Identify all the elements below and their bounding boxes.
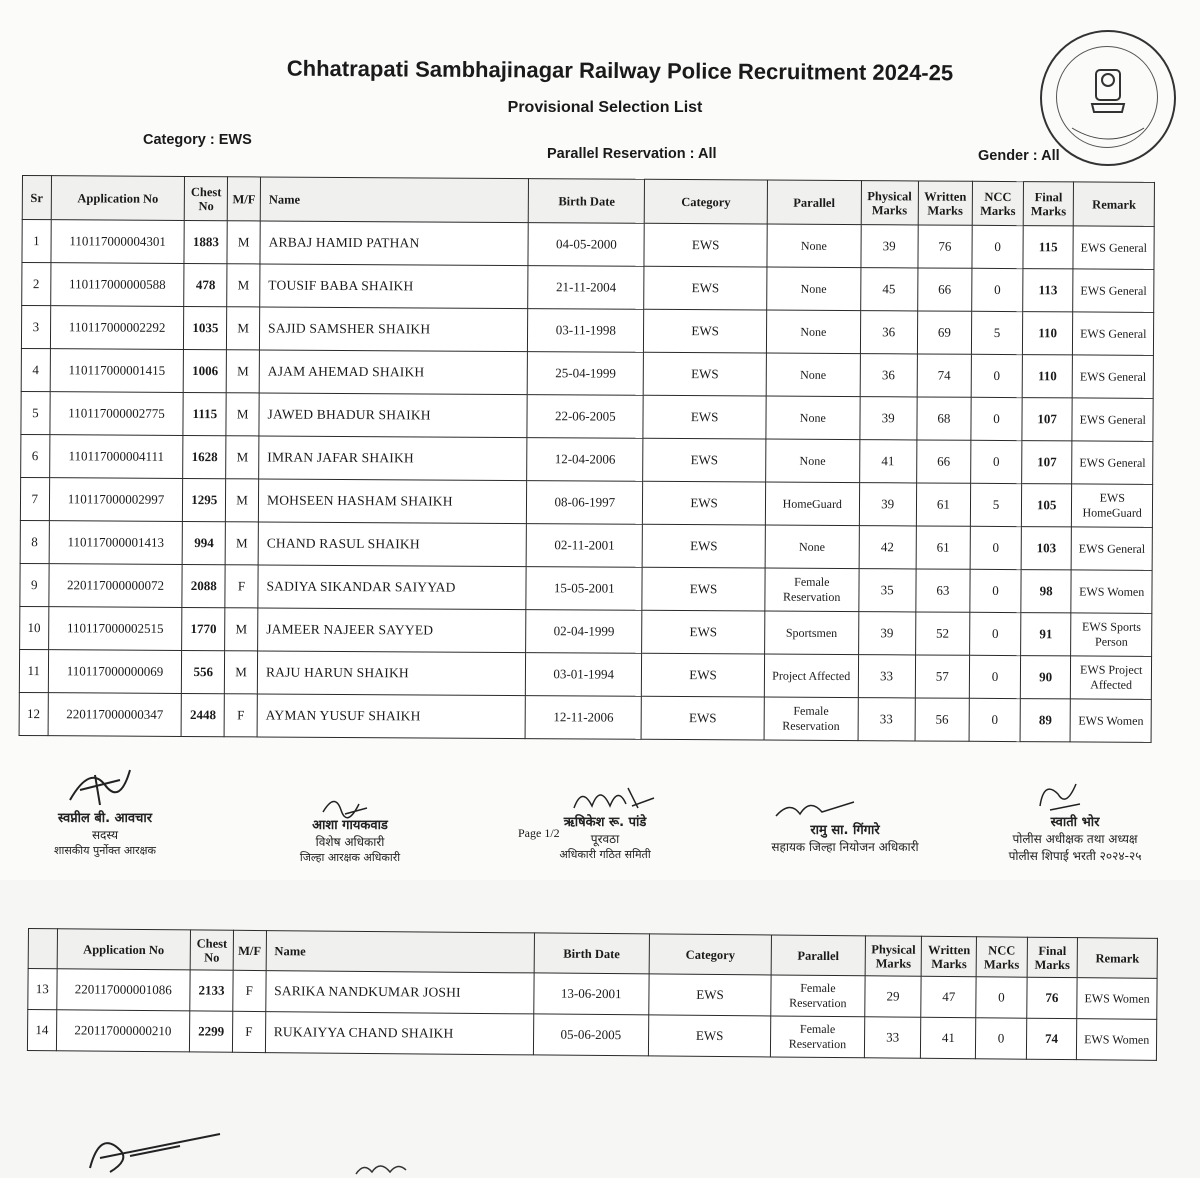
- physical-marks-cell: 29: [865, 976, 922, 1017]
- parallel-cell: HomeGuard: [765, 482, 859, 526]
- category-cell: EWS: [643, 438, 766, 482]
- gender-cell: M: [226, 393, 259, 436]
- physical-marks-cell: 36: [860, 354, 917, 397]
- selection-table-continued: [27, 928, 1158, 1061]
- ncc-marks-cell: 0: [976, 977, 1027, 1018]
- ncc-marks-cell: 0: [970, 526, 1021, 569]
- table-row: [20, 563, 1152, 613]
- gender-cell: F: [224, 694, 257, 737]
- category-cell: EWS: [641, 696, 764, 740]
- application-no-cell: 110117000000588: [50, 263, 184, 307]
- name-cell: SAJID SAMSHER SHAIKH: [259, 307, 528, 352]
- category-cell: EWS: [648, 1015, 770, 1057]
- written-marks-cell: 47: [921, 976, 976, 1017]
- physical-marks-cell: 33: [858, 655, 915, 698]
- remark-cell: EWS General: [1073, 226, 1154, 269]
- name-cell: JAMEER NAJEER SAYYED: [258, 608, 527, 653]
- name-cell: RAJU HARUN SHAIKH: [257, 651, 526, 696]
- parallel-cell: Female Reservation: [765, 568, 859, 612]
- written-marks-cell: 68: [916, 397, 971, 440]
- chest-no-cell: 1770: [182, 607, 225, 650]
- final-marks-cell: 90: [1020, 656, 1071, 699]
- application-no-cell: 110117000002515: [48, 607, 182, 651]
- col-remark: Remark: [1077, 938, 1157, 979]
- remark-cell: EWS Sports Person: [1071, 613, 1152, 656]
- chest-no-cell: 556: [182, 650, 225, 693]
- name-cell: IMRAN JAFAR SHAIKH: [259, 436, 528, 481]
- col-category: Category: [649, 934, 771, 975]
- signature-6: [70, 1120, 230, 1178]
- written-marks-cell: 56: [915, 698, 970, 741]
- sr-cell: 12: [19, 692, 48, 735]
- name-cell: RUKAIYYA CHAND SHAIKH: [265, 1012, 533, 1055]
- name-cell: AYMAN YUSUF SHAIKH: [257, 694, 526, 739]
- final-marks-cell: 98: [1021, 570, 1072, 613]
- gender-cell: M: [225, 522, 258, 565]
- sr-cell: 3: [21, 306, 50, 349]
- remark-cell: EWS Women: [1077, 978, 1157, 1020]
- application-no-cell: 110117000004111: [49, 435, 183, 479]
- physical-marks-cell: 39: [860, 397, 917, 440]
- remark-cell: EWS General: [1072, 527, 1153, 570]
- written-marks-cell: 66: [916, 440, 971, 483]
- gender-cell: F: [233, 970, 266, 1011]
- col-sr: Sr: [22, 176, 51, 220]
- name-cell: SADIYA SIKANDAR SAIYYAD: [258, 565, 527, 610]
- sr-cell: 10: [20, 606, 49, 649]
- application-no-cell: 110117000004301: [51, 220, 185, 264]
- physical-marks-cell: 33: [864, 1017, 921, 1058]
- physical-marks-cell: 45: [860, 268, 917, 311]
- sr-cell: 7: [20, 477, 49, 520]
- gender-cell: F: [232, 1011, 265, 1052]
- sr-cell: 4: [21, 348, 50, 391]
- written-marks-cell: 76: [917, 225, 972, 268]
- birth-date-cell: 02-04-1999: [526, 610, 642, 654]
- parallel-cell: None: [765, 525, 859, 569]
- gender-cell: M: [227, 307, 260, 350]
- col-application-no: Application No: [57, 929, 191, 970]
- chest-no-cell: 1883: [184, 220, 227, 263]
- page-title: Chhatrapati Sambhajinagar Railway Police Recruitment 2024-25: [286, 55, 954, 86]
- parallel-cell: None: [767, 267, 861, 311]
- col-birth-date: Birth Date: [534, 933, 650, 974]
- table-row: [20, 606, 1152, 656]
- physical-marks-cell: 35: [859, 569, 916, 612]
- ncc-marks-cell: 0: [970, 612, 1021, 655]
- category-filter: Category : EWS: [143, 132, 252, 148]
- gender-cell: M: [227, 221, 260, 264]
- col-gender: M/F: [233, 930, 266, 970]
- remark-cell: EWS General: [1072, 398, 1153, 441]
- sr-cell: 8: [20, 520, 49, 563]
- application-no-cell: 110117000002997: [49, 478, 183, 522]
- category-cell: EWS: [642, 567, 765, 611]
- birth-date-cell: 03-01-1994: [526, 653, 642, 697]
- selection-table: [19, 175, 1155, 743]
- ncc-marks-cell: 5: [972, 311, 1023, 354]
- chest-no-cell: 1035: [184, 306, 227, 349]
- chest-no-cell: 1295: [183, 478, 226, 521]
- application-no-cell: 220117000000347: [48, 693, 182, 737]
- chest-no-cell: 2448: [182, 693, 225, 736]
- birth-date-cell: 02-11-2001: [526, 524, 642, 568]
- name-cell: AJAM AHEMAD SHAIKH: [259, 350, 528, 395]
- physical-marks-cell: 36: [860, 311, 917, 354]
- col-category: Category: [645, 179, 768, 224]
- application-no-cell: 110117000001413: [49, 521, 183, 565]
- final-marks-cell: 110: [1022, 312, 1073, 355]
- sr-cell: 9: [20, 563, 49, 606]
- final-marks-cell: 107: [1022, 398, 1073, 441]
- final-marks-cell: 89: [1020, 699, 1071, 742]
- name-cell: CHAND RASUL SHAIKH: [258, 522, 527, 567]
- col-written-marks: Written Marks: [918, 181, 973, 225]
- remark-cell: EWS HomeGuard: [1072, 484, 1153, 527]
- ncc-marks-cell: 0: [971, 354, 1022, 397]
- written-marks-cell: 52: [915, 612, 970, 655]
- ncc-marks-cell: 0: [970, 655, 1021, 698]
- physical-marks-cell: 39: [858, 612, 915, 655]
- written-marks-cell: 66: [917, 268, 972, 311]
- ncc-marks-cell: 0: [972, 225, 1023, 268]
- ncc-marks-cell: 0: [970, 569, 1021, 612]
- col-sr: [28, 929, 57, 969]
- birth-date-cell: 25-04-1999: [527, 352, 643, 396]
- table-row: [20, 477, 1152, 527]
- sr-cell: 1: [22, 220, 51, 263]
- birth-date-cell: 05-06-2005: [533, 1014, 649, 1056]
- written-marks-cell: 41: [921, 1017, 976, 1058]
- col-birth-date: Birth Date: [529, 179, 645, 224]
- birth-date-cell: 21-11-2004: [528, 266, 644, 310]
- parallel-cell: None: [766, 396, 860, 440]
- written-marks-cell: 69: [917, 311, 972, 354]
- gender-filter: Gender : All: [978, 148, 1060, 164]
- gender-cell: F: [225, 565, 258, 608]
- parallel-cell: Sportsmen: [764, 611, 858, 655]
- ncc-marks-cell: 0: [971, 440, 1022, 483]
- col-gender: M/F: [227, 177, 260, 221]
- gender-cell: M: [225, 651, 258, 694]
- chest-no-cell: 1628: [183, 435, 226, 478]
- parallel-cell: None: [766, 310, 860, 354]
- table-row: [21, 434, 1153, 484]
- col-name: Name: [260, 177, 529, 223]
- written-marks-cell: 61: [916, 483, 971, 526]
- remark-cell: EWS Women: [1077, 1019, 1157, 1061]
- category-cell: EWS: [643, 395, 766, 439]
- ncc-marks-cell: 5: [971, 483, 1022, 526]
- physical-marks-cell: 33: [858, 698, 915, 741]
- table-row: [21, 391, 1153, 441]
- sr-cell: 6: [21, 434, 50, 477]
- parallel-filter: Parallel Reservation : All: [547, 146, 717, 162]
- category-cell: EWS: [644, 309, 767, 353]
- category-cell: EWS: [643, 481, 766, 525]
- col-ncc-marks: NCC Marks: [972, 181, 1023, 225]
- parallel-cell: Project Affected: [764, 654, 858, 698]
- birth-date-cell: 12-11-2006: [525, 696, 641, 740]
- table-row: [22, 263, 1154, 313]
- parallel-cell: Female Reservation: [764, 697, 858, 741]
- remark-cell: EWS General: [1073, 312, 1154, 355]
- col-chest-no: Chest No: [185, 176, 228, 220]
- signatory-2: आशा गायकवाड विशेष अधिकारी जिल्हा आरक्षक अधिकारी: [299, 818, 401, 864]
- physical-marks-cell: 41: [859, 440, 916, 483]
- application-no-cell: 110117000002775: [50, 392, 184, 436]
- signatory-5: स्वाती भोर पोलीस अधीक्षक तथा अध्यक्ष पोलीस शिपाई भरती २०२४-२५: [1008, 815, 1142, 863]
- name-cell: MOHSEEN HASHAM SHAIKH: [258, 479, 527, 524]
- birth-date-cell: 03-11-1998: [528, 309, 644, 353]
- final-marks-cell: 110: [1022, 355, 1073, 398]
- final-marks-cell: 105: [1021, 484, 1072, 527]
- signatory-3: ऋषिकेश रू. पांडे पूरवठा अधिकारी गठित समिती: [559, 815, 651, 861]
- table-row: [19, 692, 1151, 742]
- final-marks-cell: 107: [1021, 441, 1072, 484]
- remark-cell: EWS Project Affected: [1071, 656, 1152, 699]
- remark-cell: EWS Women: [1071, 699, 1152, 742]
- signatory-1: स्वप्नील बी. आवचार सदस्य शासकीय पुर्नोक्त आरक्षक: [54, 811, 156, 857]
- application-no-cell: 220117000000072: [48, 564, 182, 608]
- col-remark: Remark: [1074, 182, 1155, 226]
- gender-cell: M: [226, 436, 259, 479]
- written-marks-cell: 57: [915, 655, 970, 698]
- remark-cell: EWS General: [1073, 269, 1154, 312]
- parallel-cell: None: [766, 353, 860, 397]
- col-physical-marks: Physical Marks: [861, 181, 918, 225]
- signature-7: [350, 1156, 440, 1178]
- birth-date-cell: 15-05-2001: [526, 567, 642, 611]
- birth-date-cell: 12-04-2006: [527, 438, 643, 482]
- chest-no-cell: 2088: [182, 564, 225, 607]
- ncc-marks-cell: 0: [976, 1018, 1027, 1059]
- col-chest-no: Chest No: [190, 930, 233, 970]
- sr-cell: 5: [21, 391, 50, 434]
- sr-cell: 2: [22, 263, 51, 306]
- name-cell: TOUSIF BABA SHAIKH: [260, 264, 529, 309]
- col-physical-marks: Physical Marks: [865, 936, 922, 976]
- ncc-marks-cell: 0: [969, 698, 1020, 741]
- table-row: [20, 520, 1152, 570]
- category-cell: EWS: [644, 266, 767, 310]
- final-marks-cell: 91: [1020, 613, 1071, 656]
- name-cell: JAWED BHADUR SHAIKH: [259, 393, 528, 438]
- birth-date-cell: 22-06-2005: [527, 395, 643, 439]
- category-cell: EWS: [649, 974, 771, 1016]
- chest-no-cell: 1115: [183, 392, 226, 435]
- category-cell: EWS: [644, 223, 767, 267]
- ncc-marks-cell: 0: [972, 268, 1023, 311]
- application-no-cell: 220117000000210: [56, 1010, 190, 1052]
- chest-no-cell: 1006: [184, 349, 227, 392]
- gender-cell: M: [226, 479, 259, 522]
- parallel-cell: Female Reservation: [771, 1016, 865, 1058]
- final-marks-cell: 74: [1026, 1018, 1077, 1059]
- application-no-cell: 110117000002292: [50, 306, 184, 350]
- sr-cell: 14: [27, 1010, 56, 1051]
- birth-date-cell: 08-06-1997: [527, 481, 643, 525]
- chest-no-cell: 478: [184, 263, 227, 306]
- col-name: Name: [266, 931, 534, 973]
- col-written-marks: Written Marks: [922, 936, 977, 976]
- table-row: [22, 220, 1154, 270]
- final-marks-cell: 115: [1023, 226, 1074, 269]
- birth-date-cell: 04-05-2000: [528, 223, 644, 267]
- category-cell: EWS: [642, 524, 765, 568]
- col-final-marks: Final Marks: [1023, 182, 1074, 226]
- remark-cell: EWS General: [1073, 355, 1154, 398]
- table-row: [21, 348, 1153, 398]
- application-no-cell: 110117000000069: [48, 650, 182, 694]
- col-parallel: Parallel: [771, 935, 865, 976]
- page-subtitle: Provisional Selection List: [507, 99, 703, 116]
- chest-no-cell: 994: [183, 521, 226, 564]
- col-parallel: Parallel: [767, 180, 861, 225]
- birth-date-cell: 13-06-2001: [533, 973, 649, 1015]
- col-final-marks: Final Marks: [1027, 937, 1078, 977]
- remark-cell: EWS Women: [1071, 570, 1152, 613]
- application-no-cell: 110117000001415: [50, 349, 184, 393]
- final-marks-cell: 76: [1026, 977, 1077, 1018]
- physical-marks-cell: 42: [859, 526, 916, 569]
- signatory-4: रामु सा. गिंगारे सहायक जिल्हा नियोजन अधिकारी: [771, 823, 919, 854]
- category-cell: EWS: [643, 352, 766, 396]
- official-seal-stamp: [1040, 30, 1176, 166]
- chest-no-cell: 2133: [190, 970, 233, 1011]
- page-number: Page 1/2: [518, 826, 560, 840]
- col-application-no: Application No: [51, 176, 185, 221]
- gender-cell: M: [227, 264, 260, 307]
- final-marks-cell: 113: [1023, 269, 1074, 312]
- table-row: [21, 306, 1153, 356]
- remark-cell: EWS General: [1072, 441, 1153, 484]
- parallel-cell: None: [767, 224, 861, 268]
- sr-cell: 13: [28, 969, 57, 1010]
- ncc-marks-cell: 0: [971, 397, 1022, 440]
- name-cell: SARIKA NANDKUMAR JOSHI: [265, 971, 533, 1014]
- written-marks-cell: 63: [915, 569, 970, 612]
- physical-marks-cell: 39: [861, 225, 918, 268]
- application-no-cell: 220117000001086: [56, 969, 190, 1011]
- written-marks-cell: 74: [917, 354, 972, 397]
- signature-5: [1030, 776, 1090, 816]
- sr-cell: 11: [19, 649, 48, 692]
- category-cell: EWS: [642, 653, 765, 697]
- physical-marks-cell: 39: [859, 483, 916, 526]
- category-cell: EWS: [642, 610, 765, 654]
- gender-cell: M: [226, 350, 259, 393]
- final-marks-cell: 103: [1021, 527, 1072, 570]
- parallel-cell: None: [765, 439, 859, 483]
- written-marks-cell: 61: [916, 526, 971, 569]
- gender-cell: M: [225, 608, 258, 651]
- table-row: [19, 649, 1151, 699]
- name-cell: ARBAJ HAMID PATHAN: [260, 221, 529, 266]
- signature-1: [60, 760, 140, 810]
- parallel-cell: Female Reservation: [771, 975, 865, 1017]
- chest-no-cell: 2299: [190, 1011, 233, 1052]
- col-ncc-marks: NCC Marks: [976, 937, 1027, 977]
